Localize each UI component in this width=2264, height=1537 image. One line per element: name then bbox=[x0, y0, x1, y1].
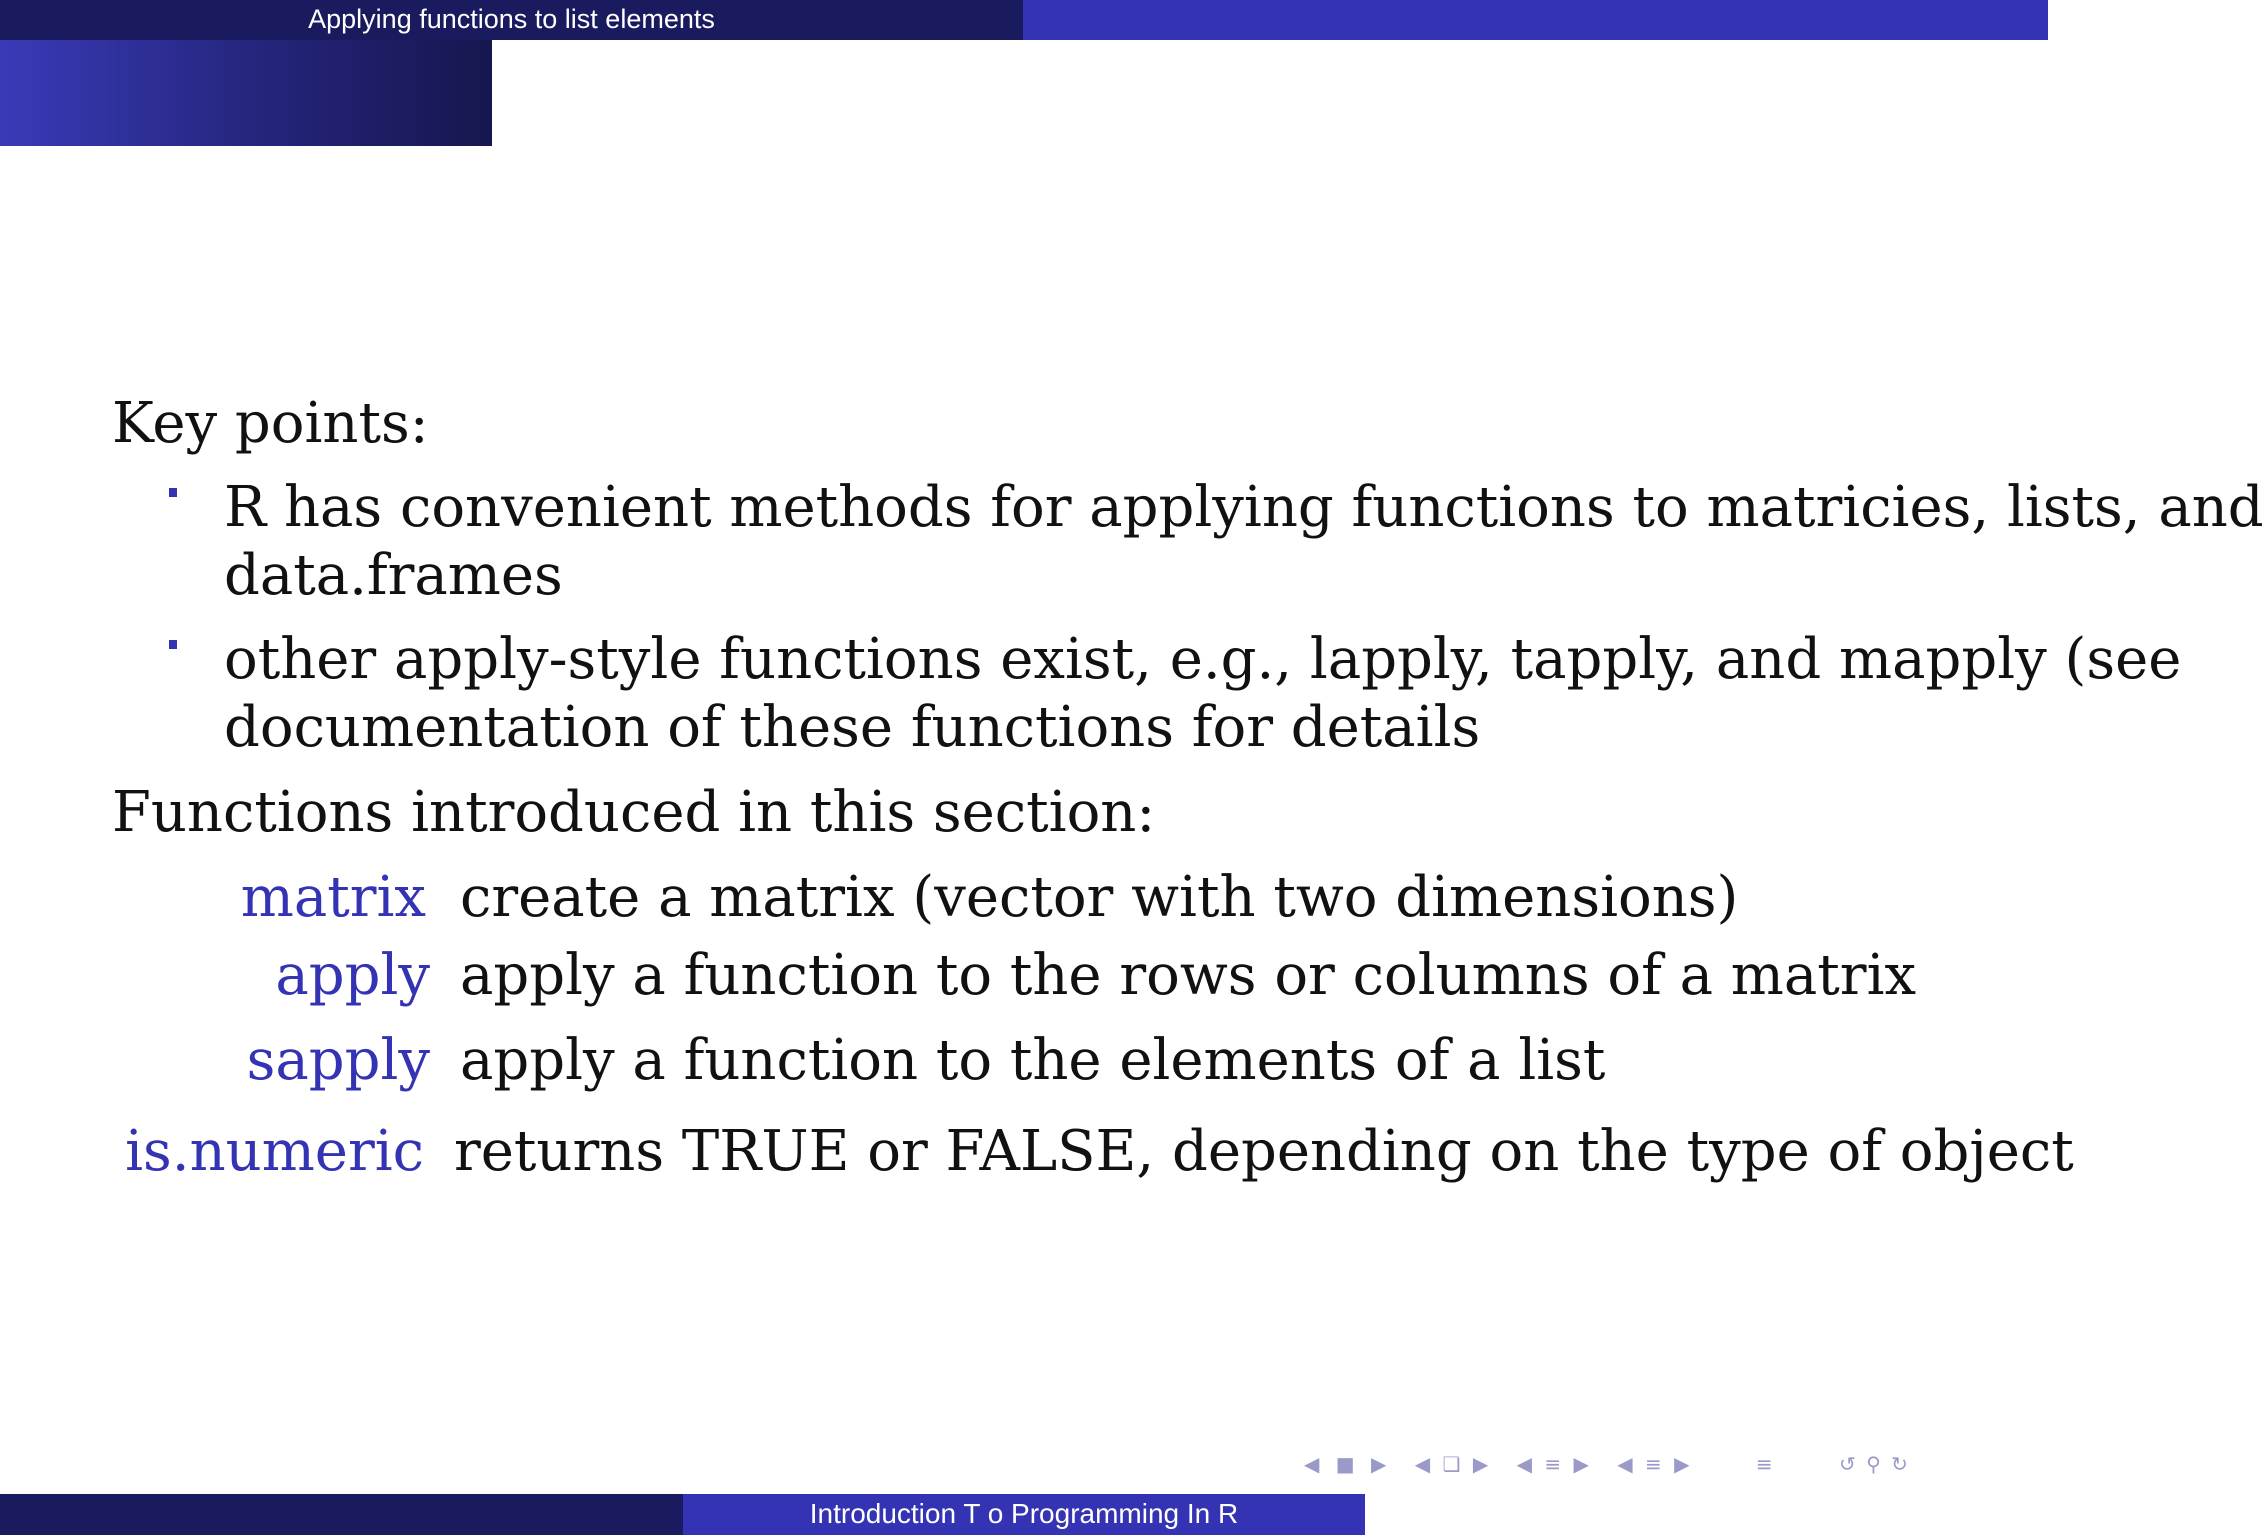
bullet-1-line-2: data.frames bbox=[224, 543, 563, 608]
function-desc-apply: apply a function to the rows or columns of a matrix bbox=[460, 943, 1917, 1008]
functions-heading: Functions introduced in this section: bbox=[112, 780, 1156, 845]
redo-icon[interactable]: ↻ bbox=[1891, 1452, 1908, 1476]
frame-prev-icon[interactable]: ◀ bbox=[1304, 1452, 1320, 1476]
function-name-sapply: sapply bbox=[246, 1028, 430, 1093]
frame-icon[interactable]: ■ bbox=[1335, 1452, 1355, 1476]
footer-bar-right bbox=[1365, 1494, 2048, 1535]
header-gradient-block bbox=[0, 40, 492, 146]
subsection-icon[interactable]: ❏ bbox=[1442, 1452, 1461, 1476]
function-name-matrix: matrix bbox=[240, 865, 426, 930]
section-next-icon[interactable]: ▶ bbox=[1573, 1452, 1589, 1476]
header-bar-right bbox=[1023, 0, 2048, 40]
bullet-2-line-1: other apply-style functions exist, e.g., lapply, tapply, and mapply (see bbox=[224, 627, 2182, 692]
subsection-prev-icon[interactable]: ◀ bbox=[1414, 1452, 1431, 1476]
toc-icon[interactable]: ≡ bbox=[1644, 1452, 1662, 1476]
bullet-2-line-2: documentation of these functions for details bbox=[224, 695, 1481, 760]
function-desc-sapply: apply a function to the elements of a list bbox=[460, 1028, 1606, 1093]
footer-title: Introduction T o Programming In R bbox=[683, 1494, 1365, 1535]
subsection-next-icon[interactable]: ▶ bbox=[1472, 1452, 1489, 1476]
function-desc-matrix: create a matrix (vector with two dimensions) bbox=[460, 865, 1739, 930]
frame-next-icon[interactable]: ▶ bbox=[1371, 1452, 1387, 1476]
bullet-1-line-1: R has convenient methods for applying functions to matricies, lists, and bbox=[224, 475, 2264, 540]
bullet-marker bbox=[169, 488, 177, 497]
footer-bar-left bbox=[0, 1494, 683, 1535]
navigation-bar bbox=[1304, 1447, 1908, 1481]
function-name-is-numeric: is.numeric bbox=[125, 1119, 424, 1184]
key-points-heading: Key points: bbox=[112, 391, 429, 456]
function-name-apply: apply bbox=[275, 943, 430, 1008]
section-icon[interactable]: ≡ bbox=[1544, 1452, 1562, 1476]
toc-prev-icon[interactable]: ◀ bbox=[1617, 1452, 1633, 1476]
align-icon[interactable]: ≡ bbox=[1755, 1452, 1773, 1476]
search-icon[interactable]: ⚲ bbox=[1866, 1452, 1881, 1476]
slide-title: Applying functions to list elements bbox=[308, 4, 715, 34]
undo-icon[interactable]: ↺ bbox=[1838, 1452, 1856, 1476]
bullet-marker bbox=[169, 640, 177, 649]
function-desc-is-numeric: returns TRUE or FALSE, depending on the type of object bbox=[454, 1119, 2074, 1184]
section-prev-icon[interactable]: ◀ bbox=[1516, 1452, 1532, 1476]
toc-next-icon[interactable]: ▶ bbox=[1674, 1452, 1690, 1476]
